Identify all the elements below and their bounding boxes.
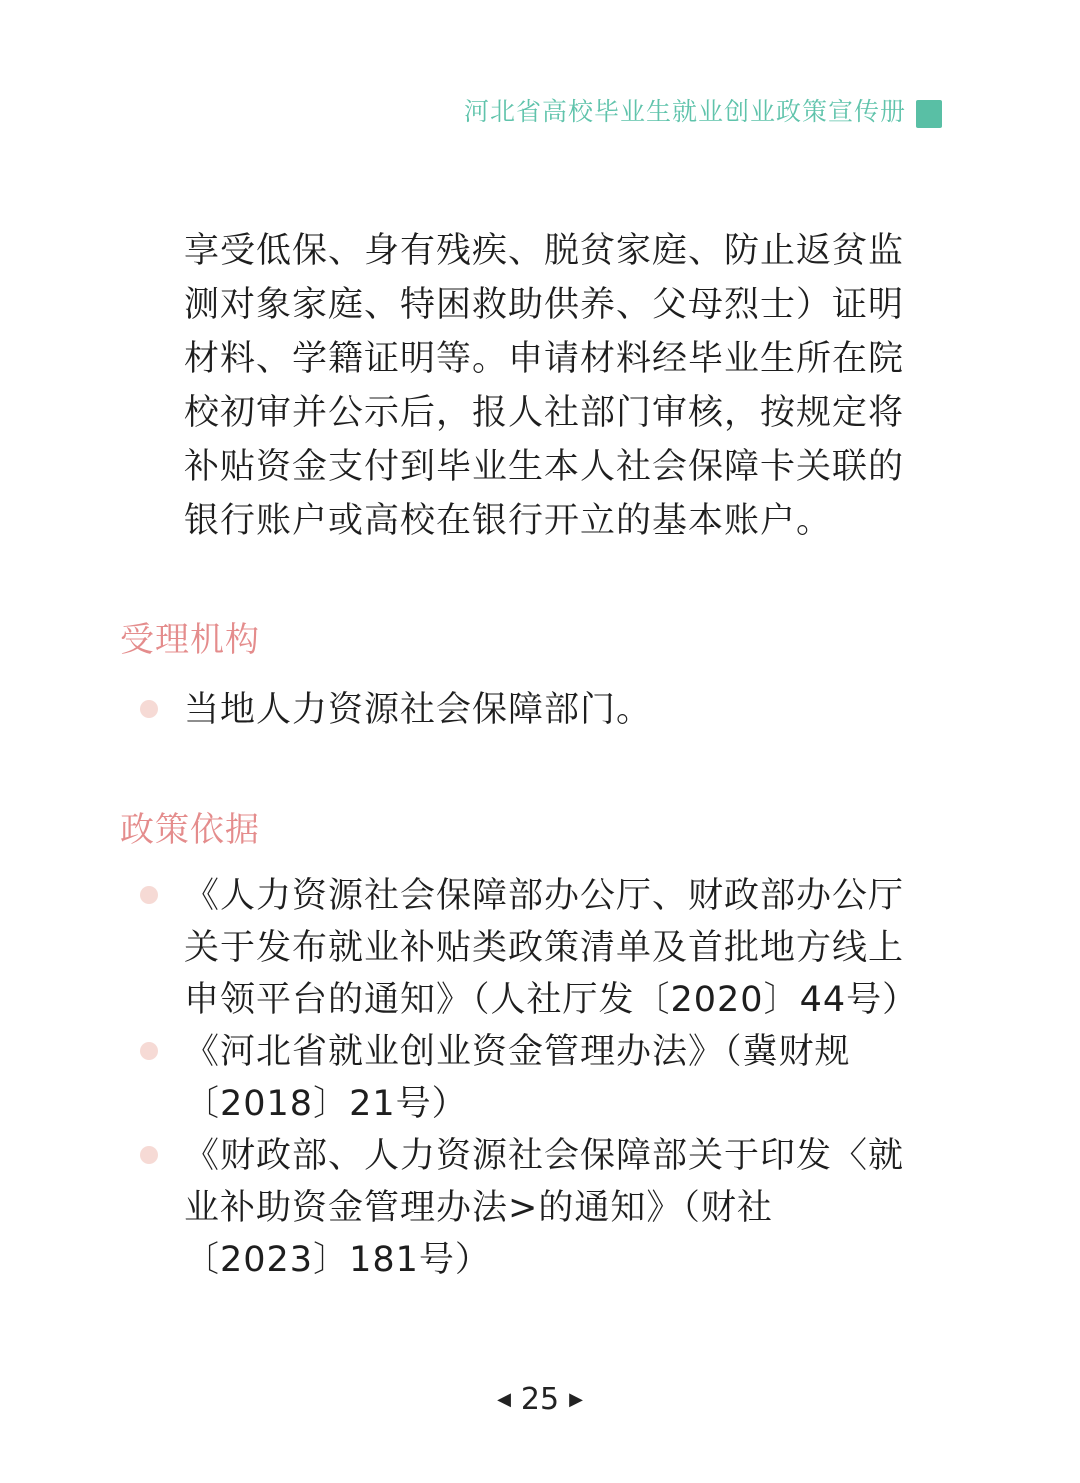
header-square-mark-icon bbox=[916, 100, 942, 128]
bullet-dot-icon bbox=[140, 886, 158, 904]
page-number: 25 bbox=[520, 1382, 560, 1417]
bullet-dot-icon bbox=[140, 1146, 158, 1164]
list-item-text: 《人力资源社会保障部办公厅、财政部办公厅关于发布就业补贴类政策清单及首批地方线上申领平台的通知》（人社厅发〔2020〕44号） bbox=[184, 876, 919, 1020]
booklet-title: 河北省高校毕业生就业创业政策宣传册 bbox=[463, 97, 906, 126]
running-header bbox=[464, 92, 942, 128]
list-item bbox=[0, 684, 912, 736]
page-navigation bbox=[0, 1382, 1080, 1417]
section-heading-policy-basis: 政策依据 bbox=[120, 810, 260, 850]
list-item bbox=[0, 1130, 912, 1286]
list-item-text: 当地人力资源社会保障部门。 bbox=[184, 690, 653, 730]
triangle-right-icon[interactable]: ▶ bbox=[569, 1389, 583, 1410]
bullet-dot-icon bbox=[140, 700, 158, 718]
list-item bbox=[0, 870, 919, 1026]
bullet-dot-icon bbox=[140, 1042, 158, 1060]
list-item-text: 《财政部、人力资源社会保障部关于印发〈就业补助资金管理办法>的通知》（财社〔2023〕181号） bbox=[184, 1136, 905, 1280]
agency-list bbox=[0, 684, 1080, 736]
body-paragraph: 享受低保、身有残疾、脱贫家庭、防止返贫监测对象家庭、特困救助供养、父母烈士）证明材料、学籍证明等。申请材料经毕业生所在院校初审并公示后，报人社部门审核，按规定将补贴资金支付到毕业生本人社会保障卡关联的银行账户或高校在银行开立的基本账户。 bbox=[184, 231, 905, 541]
triangle-left-icon[interactable]: ◀ bbox=[497, 1389, 511, 1410]
list-item-text: 《河北省就业创业资金管理办法》（冀财规〔2018〕21号） bbox=[184, 1032, 851, 1124]
section-heading-agency: 受理机构 bbox=[120, 620, 260, 660]
list-item bbox=[0, 1026, 912, 1130]
policy-basis-list bbox=[0, 870, 1080, 1286]
